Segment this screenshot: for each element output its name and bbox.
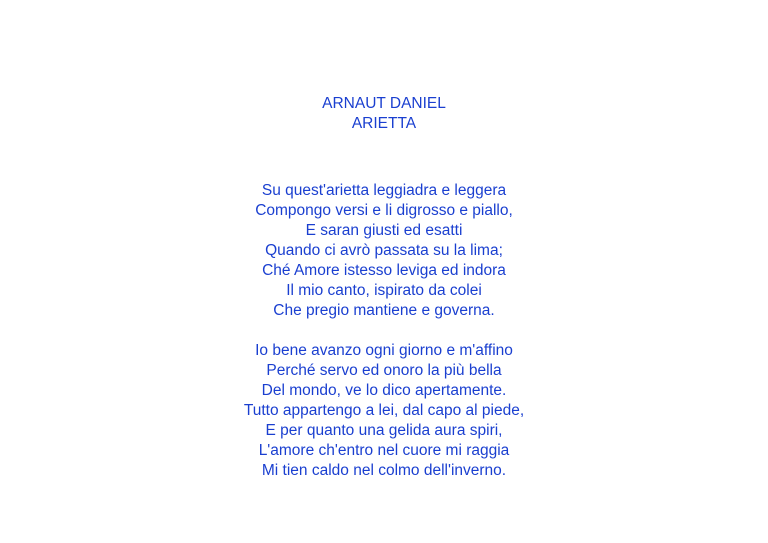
- verse-line: Il mio canto, ispirato da colei: [286, 282, 482, 299]
- verse-line: Quando ci avrò passata su la lima;: [265, 242, 503, 259]
- poem-title: ARIETTA: [351, 115, 417, 132]
- verse-line: E saran giusti ed esatti: [305, 222, 463, 239]
- verse-line: Perché servo ed onoro la più bella: [266, 362, 502, 379]
- verse-line: Tutto appartengo a lei, dal capo al piede,: [243, 402, 525, 419]
- verse-line: Mi tien caldo nel colmo dell'inverno.: [261, 462, 507, 479]
- verse-line: E per quanto una gelida aura spiri,: [265, 422, 503, 439]
- stanza-2: [0, 341, 768, 481]
- verse-line: Su quest'arietta leggiadra e leggera: [261, 182, 507, 199]
- verse-line: L'amore ch'entro nel cuore mi raggia: [258, 442, 510, 459]
- poem-author: ARNAUT DANIEL: [322, 95, 446, 112]
- verse-line: Ché Amore istesso leviga ed indora: [262, 262, 506, 279]
- verse-line: Che pregio mantiene e governa.: [273, 302, 495, 319]
- verse-line: Io bene avanzo ogni giorno e m'affino: [255, 342, 513, 359]
- verse-line: Compongo versi e li digrosso e piallo,: [255, 202, 513, 219]
- stanza-1: [0, 181, 768, 321]
- verse-line: Del mondo, ve lo dico apertamente.: [261, 382, 507, 399]
